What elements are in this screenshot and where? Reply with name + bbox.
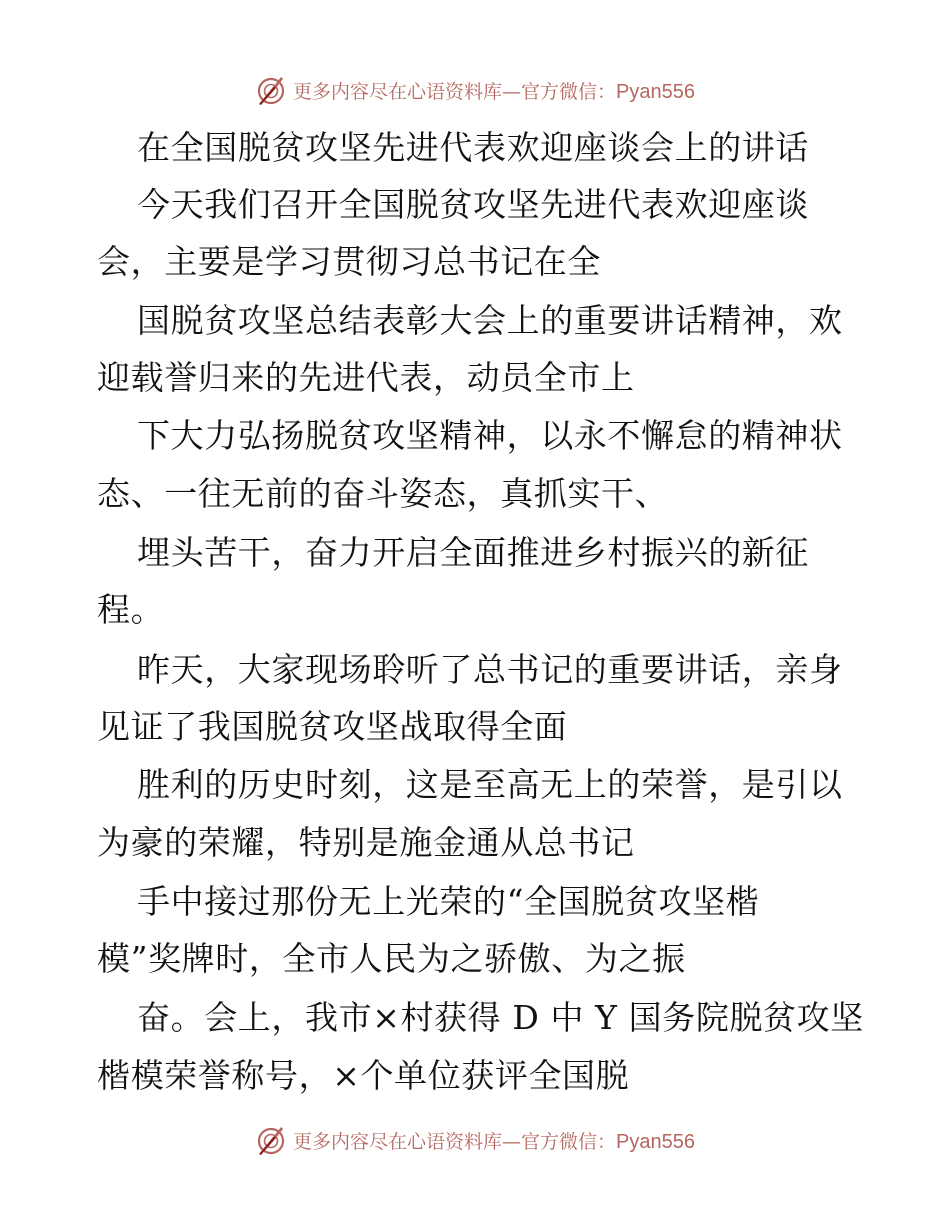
text-line: 下大力弘扬脱贫攻坚精神，以永不懈怠的精神状 [137, 416, 843, 455]
footer-wechat-id: Pyan556 [616, 1130, 695, 1153]
document-title: 在全国脱贫攻坚先进代表欢迎座谈会上的讲话 [137, 128, 809, 167]
text-line: 模”奖牌时，全市人民为之骄傲、为之振 [97, 939, 686, 978]
footer-banner-text [293, 1127, 695, 1154]
header-banner-text [293, 77, 695, 104]
footer-banner-label: 更多内容尽在心语资料库—官方微信： [293, 1130, 617, 1153]
text-line: 态、一往无前的奋斗姿态，真抓实干、 [97, 474, 669, 513]
pen-logo-icon [255, 74, 287, 106]
header-wechat-id: Pyan556 [616, 80, 695, 103]
text-line: 为豪的荣耀，特别是施金通从总书记 [97, 823, 635, 862]
header-banner [0, 72, 950, 108]
text-line: 迎载誉归来的先进代表，动员全市上 [97, 358, 635, 397]
header-banner-label: 更多内容尽在心语资料库—官方微信： [293, 80, 617, 103]
pen-logo-icon [255, 1124, 287, 1156]
text-line: 今天我们召开全国脱贫攻坚先进代表欢迎座谈 [137, 185, 809, 224]
text-line: 埋头苦干，奋力开启全面推进乡村振兴的新征 [137, 533, 809, 572]
text-line: 国脱贫攻坚总结表彰大会上的重要讲话精神，欢 [137, 301, 843, 340]
text-line: 奋。会上，我市×村获得 D 中 Y 国务院脱贫攻坚 [137, 998, 864, 1037]
footer-banner [0, 1122, 950, 1158]
text-line: 见证了我国脱贫攻坚战取得全面 [97, 707, 568, 746]
text-line: 手中接过那份无上光荣的“全国脱贫攻坚楷 [137, 882, 760, 921]
text-line: 胜利的历史时刻，这是至高无上的荣誉，是引以 [137, 765, 843, 804]
text-line: 程。 [97, 590, 165, 629]
text-line: 会，主要是学习贯彻习总书记在全 [97, 242, 601, 281]
text-line: 昨天，大家现场聆听了总书记的重要讲话，亲身 [137, 650, 843, 689]
text-line: 楷模荣誉称号，×个单位获评全国脱 [97, 1056, 630, 1095]
